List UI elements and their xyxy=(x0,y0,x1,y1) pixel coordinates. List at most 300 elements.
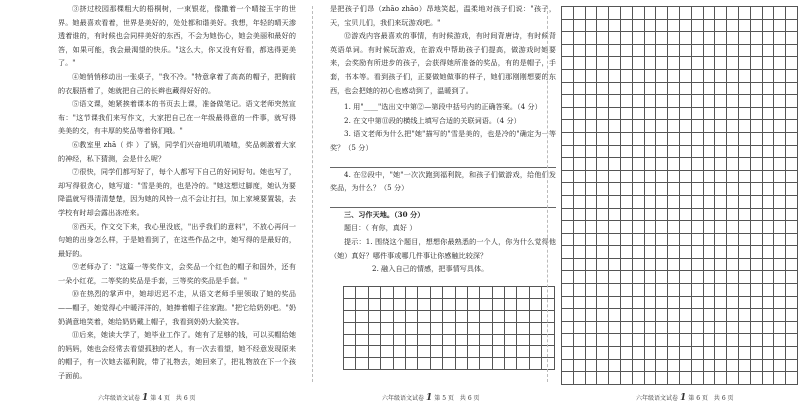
grid-cell[interactable] xyxy=(774,57,786,70)
grid-cell[interactable] xyxy=(668,258,680,271)
grid-cell[interactable] xyxy=(703,258,715,271)
grid-cell[interactable] xyxy=(738,120,750,133)
grid-cell[interactable] xyxy=(762,258,774,271)
grid-cell[interactable] xyxy=(418,358,430,370)
grid-cell[interactable] xyxy=(620,208,632,221)
grid-cell[interactable] xyxy=(762,246,774,259)
grid-cell[interactable] xyxy=(668,57,680,70)
grid-cell[interactable] xyxy=(727,158,739,171)
grid-cell[interactable] xyxy=(762,120,774,133)
grid-cell[interactable] xyxy=(405,346,417,358)
grid-cell[interactable] xyxy=(573,233,585,246)
grid-cell[interactable] xyxy=(644,246,656,259)
grid-cell[interactable] xyxy=(715,19,727,32)
grid-cell[interactable] xyxy=(750,372,762,385)
grid-cell[interactable] xyxy=(715,208,727,221)
grid-cell[interactable] xyxy=(573,69,585,82)
grid-cell[interactable] xyxy=(691,221,703,234)
grid-cell[interactable] xyxy=(786,158,798,171)
grid-cell[interactable] xyxy=(738,170,750,183)
grid-cell[interactable] xyxy=(774,284,786,297)
grid-cell[interactable] xyxy=(679,334,691,347)
grid-cell[interactable] xyxy=(738,271,750,284)
grid-cell[interactable] xyxy=(727,334,739,347)
grid-cell[interactable] xyxy=(597,132,609,145)
grid-cell[interactable] xyxy=(656,32,668,45)
grid-cell[interactable] xyxy=(668,271,680,284)
grid-cell[interactable] xyxy=(762,309,774,322)
grid-cell[interactable] xyxy=(480,298,492,310)
grid-cell[interactable] xyxy=(443,287,455,299)
grid-cell[interactable] xyxy=(632,170,644,183)
grid-cell[interactable] xyxy=(786,120,798,133)
grid-cell[interactable] xyxy=(562,69,574,82)
grid-cell[interactable] xyxy=(703,296,715,309)
grid-cell[interactable] xyxy=(703,208,715,221)
grid-cell[interactable] xyxy=(656,170,668,183)
grid-cell[interactable] xyxy=(750,19,762,32)
grid-cell[interactable] xyxy=(597,359,609,372)
grid-cell[interactable] xyxy=(585,347,597,360)
grid-cell[interactable] xyxy=(679,57,691,70)
grid-cell[interactable] xyxy=(585,107,597,120)
grid-cell[interactable] xyxy=(344,322,356,334)
grid-cell[interactable] xyxy=(656,120,668,133)
grid-cell[interactable] xyxy=(368,287,380,299)
grid-cell[interactable] xyxy=(668,372,680,385)
grid-cell[interactable] xyxy=(656,208,668,221)
grid-cell[interactable] xyxy=(691,7,703,20)
grid-cell[interactable] xyxy=(762,334,774,347)
grid-cell[interactable] xyxy=(562,359,574,372)
grid-cell[interactable] xyxy=(715,82,727,95)
grid-cell[interactable] xyxy=(443,310,455,322)
grid-cell[interactable] xyxy=(443,358,455,370)
grid-cell[interactable] xyxy=(609,57,621,70)
grid-cell[interactable] xyxy=(668,132,680,145)
grid-cell[interactable] xyxy=(691,57,703,70)
grid-cell[interactable] xyxy=(597,183,609,196)
grid-cell[interactable] xyxy=(679,107,691,120)
grid-cell[interactable] xyxy=(786,82,798,95)
grid-cell[interactable] xyxy=(562,158,574,171)
grid-cell[interactable] xyxy=(585,183,597,196)
grid-cell[interactable] xyxy=(703,347,715,360)
grid-cell[interactable] xyxy=(405,358,417,370)
grid-cell[interactable] xyxy=(656,359,668,372)
grid-cell[interactable] xyxy=(750,183,762,196)
grid-cell[interactable] xyxy=(750,246,762,259)
grid-cell[interactable] xyxy=(679,170,691,183)
grid-cell[interactable] xyxy=(585,82,597,95)
grid-cell[interactable] xyxy=(786,19,798,32)
grid-cell[interactable] xyxy=(573,32,585,45)
grid-cell[interactable] xyxy=(774,158,786,171)
grid-cell[interactable] xyxy=(609,284,621,297)
grid-cell[interactable] xyxy=(738,372,750,385)
grid-cell[interactable] xyxy=(585,271,597,284)
grid-cell[interactable] xyxy=(609,145,621,158)
grid-cell[interactable] xyxy=(597,309,609,322)
grid-cell[interactable] xyxy=(609,82,621,95)
grid-cell[interactable] xyxy=(644,19,656,32)
grid-cell[interactable] xyxy=(703,57,715,70)
grid-cell[interactable] xyxy=(517,334,529,346)
grid-cell[interactable] xyxy=(644,208,656,221)
grid-cell[interactable] xyxy=(492,287,504,299)
grid-cell[interactable] xyxy=(597,233,609,246)
grid-cell[interactable] xyxy=(517,287,529,299)
grid-cell[interactable] xyxy=(738,95,750,108)
grid-cell[interactable] xyxy=(715,221,727,234)
grid-cell[interactable] xyxy=(738,258,750,271)
grid-cell[interactable] xyxy=(679,221,691,234)
grid-cell[interactable] xyxy=(443,298,455,310)
grid-cell[interactable] xyxy=(668,208,680,221)
grid-cell[interactable] xyxy=(786,95,798,108)
grid-cell[interactable] xyxy=(786,309,798,322)
grid-cell[interactable] xyxy=(786,359,798,372)
grid-cell[interactable] xyxy=(668,284,680,297)
grid-cell[interactable] xyxy=(762,321,774,334)
grid-cell[interactable] xyxy=(573,57,585,70)
grid-cell[interactable] xyxy=(679,309,691,322)
grid-cell[interactable] xyxy=(774,32,786,45)
grid-cell[interactable] xyxy=(644,296,656,309)
grid-cell[interactable] xyxy=(620,145,632,158)
grid-cell[interactable] xyxy=(691,132,703,145)
grid-cell[interactable] xyxy=(597,258,609,271)
grid-cell[interactable] xyxy=(738,158,750,171)
grid-cell[interactable] xyxy=(529,346,541,358)
grid-cell[interactable] xyxy=(492,358,504,370)
grid-cell[interactable] xyxy=(691,347,703,360)
grid-cell[interactable] xyxy=(656,246,668,259)
grid-cell[interactable] xyxy=(381,322,393,334)
grid-cell[interactable] xyxy=(632,183,644,196)
grid-cell[interactable] xyxy=(715,7,727,20)
grid-cell[interactable] xyxy=(405,322,417,334)
grid-cell[interactable] xyxy=(393,358,405,370)
grid-cell[interactable] xyxy=(562,132,574,145)
grid-cell[interactable] xyxy=(597,69,609,82)
grid-cell[interactable] xyxy=(644,95,656,108)
grid-cell[interactable] xyxy=(585,69,597,82)
grid-cell[interactable] xyxy=(562,195,574,208)
grid-cell[interactable] xyxy=(632,372,644,385)
grid-cell[interactable] xyxy=(620,69,632,82)
grid-cell[interactable] xyxy=(703,359,715,372)
grid-cell[interactable] xyxy=(609,347,621,360)
grid-cell[interactable] xyxy=(562,7,574,20)
grid-cell[interactable] xyxy=(529,322,541,334)
grid-cell[interactable] xyxy=(703,309,715,322)
grid-cell[interactable] xyxy=(585,296,597,309)
grid-cell[interactable] xyxy=(738,246,750,259)
grid-cell[interactable] xyxy=(691,19,703,32)
grid-cell[interactable] xyxy=(679,120,691,133)
grid-cell[interactable] xyxy=(656,271,668,284)
grid-cell[interactable] xyxy=(703,120,715,133)
grid-cell[interactable] xyxy=(774,221,786,234)
grid-cell[interactable] xyxy=(620,107,632,120)
grid-cell[interactable] xyxy=(668,195,680,208)
grid-cell[interactable] xyxy=(774,120,786,133)
grid-cell[interactable] xyxy=(597,284,609,297)
grid-cell[interactable] xyxy=(455,310,467,322)
grid-cell[interactable] xyxy=(573,132,585,145)
grid-cell[interactable] xyxy=(656,321,668,334)
grid-cell[interactable] xyxy=(585,170,597,183)
grid-cell[interactable] xyxy=(505,358,517,370)
grid-cell[interactable] xyxy=(517,298,529,310)
grid-cell[interactable] xyxy=(573,296,585,309)
grid-cell[interactable] xyxy=(573,208,585,221)
grid-cell[interactable] xyxy=(597,296,609,309)
grid-cell[interactable] xyxy=(529,298,541,310)
grid-cell[interactable] xyxy=(668,221,680,234)
grid-cell[interactable] xyxy=(750,69,762,82)
grid-cell[interactable] xyxy=(562,284,574,297)
grid-cell[interactable] xyxy=(727,233,739,246)
grid-cell[interactable] xyxy=(703,32,715,45)
grid-cell[interactable] xyxy=(405,298,417,310)
grid-cell[interactable] xyxy=(715,170,727,183)
grid-cell[interactable] xyxy=(762,195,774,208)
grid-cell[interactable] xyxy=(585,258,597,271)
grid-cell[interactable] xyxy=(762,19,774,32)
grid-cell[interactable] xyxy=(632,284,644,297)
grid-cell[interactable] xyxy=(393,287,405,299)
grid-cell[interactable] xyxy=(529,310,541,322)
grid-cell[interactable] xyxy=(715,195,727,208)
grid-cell[interactable] xyxy=(786,145,798,158)
grid-cell[interactable] xyxy=(443,322,455,334)
grid-cell[interactable] xyxy=(430,322,442,334)
grid-cell[interactable] xyxy=(597,221,609,234)
grid-cell[interactable] xyxy=(679,32,691,45)
grid-cell[interactable] xyxy=(750,309,762,322)
grid-cell[interactable] xyxy=(750,221,762,234)
grid-cell[interactable] xyxy=(656,183,668,196)
grid-cell[interactable] xyxy=(609,321,621,334)
grid-cell[interactable] xyxy=(679,347,691,360)
grid-cell[interactable] xyxy=(762,132,774,145)
grid-cell[interactable] xyxy=(750,120,762,133)
grid-cell[interactable] xyxy=(727,107,739,120)
grid-cell[interactable] xyxy=(703,158,715,171)
grid-cell[interactable] xyxy=(668,82,680,95)
grid-cell[interactable] xyxy=(344,298,356,310)
grid-cell[interactable] xyxy=(762,107,774,120)
grid-cell[interactable] xyxy=(656,372,668,385)
grid-cell[interactable] xyxy=(738,145,750,158)
grid-cell[interactable] xyxy=(562,246,574,259)
grid-cell[interactable] xyxy=(715,233,727,246)
grid-cell[interactable] xyxy=(715,132,727,145)
grid-cell[interactable] xyxy=(679,271,691,284)
grid-cell[interactable] xyxy=(573,258,585,271)
grid-cell[interactable] xyxy=(632,19,644,32)
grid-cell[interactable] xyxy=(356,287,368,299)
grid-cell[interactable] xyxy=(620,309,632,322)
grid-cell[interactable] xyxy=(609,19,621,32)
grid-cell[interactable] xyxy=(644,158,656,171)
grid-cell[interactable] xyxy=(679,208,691,221)
grid-cell[interactable] xyxy=(715,120,727,133)
grid-cell[interactable] xyxy=(750,347,762,360)
grid-cell[interactable] xyxy=(703,334,715,347)
grid-cell[interactable] xyxy=(632,309,644,322)
grid-cell[interactable] xyxy=(597,32,609,45)
grid-cell[interactable] xyxy=(762,44,774,57)
grid-cell[interactable] xyxy=(609,183,621,196)
grid-cell[interactable] xyxy=(620,7,632,20)
grid-cell[interactable] xyxy=(738,195,750,208)
grid-cell[interactable] xyxy=(632,334,644,347)
grid-cell[interactable] xyxy=(443,334,455,346)
grid-cell[interactable] xyxy=(585,120,597,133)
grid-cell[interactable] xyxy=(585,95,597,108)
grid-cell[interactable] xyxy=(573,309,585,322)
grid-cell[interactable] xyxy=(597,334,609,347)
grid-cell[interactable] xyxy=(703,7,715,20)
grid-cell[interactable] xyxy=(738,69,750,82)
grid-cell[interactable] xyxy=(597,158,609,171)
grid-cell[interactable] xyxy=(562,208,574,221)
grid-cell[interactable] xyxy=(585,246,597,259)
grid-cell[interactable] xyxy=(750,359,762,372)
grid-cell[interactable] xyxy=(762,208,774,221)
grid-cell[interactable] xyxy=(774,69,786,82)
grid-cell[interactable] xyxy=(585,208,597,221)
grid-cell[interactable] xyxy=(727,19,739,32)
grid-cell[interactable] xyxy=(620,120,632,133)
grid-cell[interactable] xyxy=(786,132,798,145)
grid-cell[interactable] xyxy=(455,298,467,310)
grid-cell[interactable] xyxy=(597,57,609,70)
grid-cell[interactable] xyxy=(738,321,750,334)
grid-cell[interactable] xyxy=(562,183,574,196)
grid-cell[interactable] xyxy=(609,132,621,145)
grid-cell[interactable] xyxy=(620,195,632,208)
grid-cell[interactable] xyxy=(715,284,727,297)
grid-cell[interactable] xyxy=(668,296,680,309)
grid-cell[interactable] xyxy=(492,310,504,322)
grid-cell[interactable] xyxy=(585,372,597,385)
grid-cell[interactable] xyxy=(620,296,632,309)
grid-cell[interactable] xyxy=(585,309,597,322)
grid-cell[interactable] xyxy=(632,221,644,234)
grid-cell[interactable] xyxy=(585,57,597,70)
grid-cell[interactable] xyxy=(562,19,574,32)
grid-cell[interactable] xyxy=(418,346,430,358)
grid-cell[interactable] xyxy=(356,310,368,322)
grid-cell[interactable] xyxy=(620,132,632,145)
grid-cell[interactable] xyxy=(381,334,393,346)
grid-cell[interactable] xyxy=(703,233,715,246)
grid-cell[interactable] xyxy=(762,170,774,183)
grid-cell[interactable] xyxy=(738,7,750,20)
grid-cell[interactable] xyxy=(786,208,798,221)
grid-cell[interactable] xyxy=(529,358,541,370)
grid-cell[interactable] xyxy=(750,145,762,158)
grid-cell[interactable] xyxy=(762,359,774,372)
grid-cell[interactable] xyxy=(715,57,727,70)
grid-cell[interactable] xyxy=(573,145,585,158)
grid-cell[interactable] xyxy=(562,145,574,158)
grid-cell[interactable] xyxy=(609,246,621,259)
grid-cell[interactable] xyxy=(573,158,585,171)
grid-cell[interactable] xyxy=(418,334,430,346)
grid-cell[interactable] xyxy=(727,271,739,284)
grid-cell[interactable] xyxy=(573,82,585,95)
grid-cell[interactable] xyxy=(656,334,668,347)
grid-cell[interactable] xyxy=(344,287,356,299)
grid-cell[interactable] xyxy=(762,284,774,297)
grid-cell[interactable] xyxy=(609,95,621,108)
grid-cell[interactable] xyxy=(620,284,632,297)
grid-cell[interactable] xyxy=(480,346,492,358)
grid-cell[interactable] xyxy=(644,132,656,145)
grid-cell[interactable] xyxy=(597,208,609,221)
grid-cell[interactable] xyxy=(644,107,656,120)
grid-cell[interactable] xyxy=(750,296,762,309)
grid-cell[interactable] xyxy=(715,44,727,57)
grid-cell[interactable] xyxy=(562,347,574,360)
grid-cell[interactable] xyxy=(656,296,668,309)
grid-cell[interactable] xyxy=(585,158,597,171)
grid-cell[interactable] xyxy=(679,284,691,297)
grid-cell[interactable] xyxy=(774,19,786,32)
grid-cell[interactable] xyxy=(703,183,715,196)
grid-cell[interactable] xyxy=(691,32,703,45)
grid-cell[interactable] xyxy=(393,346,405,358)
grid-cell[interactable] xyxy=(691,372,703,385)
grid-cell[interactable] xyxy=(632,120,644,133)
grid-cell[interactable] xyxy=(715,183,727,196)
essay-writing-grid[interactable] xyxy=(343,286,555,370)
grid-cell[interactable] xyxy=(762,183,774,196)
grid-cell[interactable] xyxy=(609,359,621,372)
grid-cell[interactable] xyxy=(668,120,680,133)
grid-cell[interactable] xyxy=(418,310,430,322)
grid-cell[interactable] xyxy=(356,334,368,346)
grid-cell[interactable] xyxy=(715,271,727,284)
grid-cell[interactable] xyxy=(620,95,632,108)
grid-cell[interactable] xyxy=(609,195,621,208)
grid-cell[interactable] xyxy=(703,69,715,82)
grid-cell[interactable] xyxy=(492,334,504,346)
grid-cell[interactable] xyxy=(774,309,786,322)
grid-cell[interactable] xyxy=(762,372,774,385)
grid-cell[interactable] xyxy=(467,287,479,299)
grid-cell[interactable] xyxy=(762,296,774,309)
grid-cell[interactable] xyxy=(573,334,585,347)
grid-cell[interactable] xyxy=(632,69,644,82)
grid-cell[interactable] xyxy=(644,221,656,234)
grid-cell[interactable] xyxy=(656,107,668,120)
grid-cell[interactable] xyxy=(668,158,680,171)
grid-cell[interactable] xyxy=(691,170,703,183)
grid-cell[interactable] xyxy=(620,246,632,259)
grid-cell[interactable] xyxy=(703,19,715,32)
grid-cell[interactable] xyxy=(668,107,680,120)
grid-cell[interactable] xyxy=(609,158,621,171)
grid-cell[interactable] xyxy=(750,258,762,271)
grid-cell[interactable] xyxy=(644,284,656,297)
grid-cell[interactable] xyxy=(573,183,585,196)
